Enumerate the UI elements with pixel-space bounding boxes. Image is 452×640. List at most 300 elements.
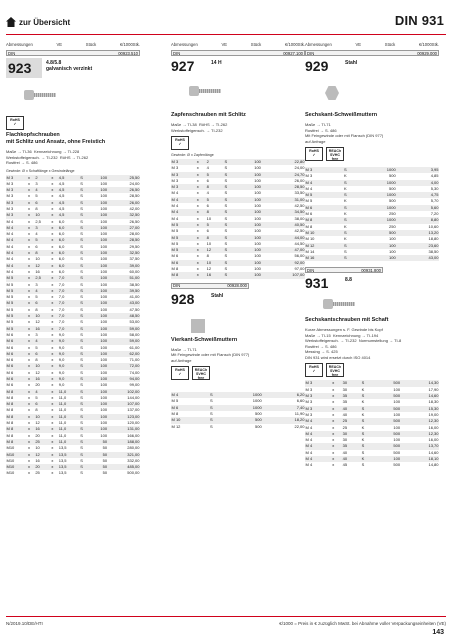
table-cell: 14,60 bbox=[428, 449, 439, 455]
table-cell: S bbox=[224, 222, 236, 228]
rohs-badge: RoHS ✓ bbox=[305, 363, 323, 377]
table-cell: S bbox=[80, 237, 89, 243]
table-cell: 8 bbox=[206, 235, 224, 241]
table-cell: 12 bbox=[35, 319, 40, 325]
table-cell: 107,00 bbox=[261, 272, 305, 278]
table-cell: 9,0 bbox=[58, 338, 80, 344]
table-cell: 4,5 bbox=[58, 205, 65, 211]
table-cell: M 3 bbox=[6, 193, 14, 199]
table-cell: 74,00 bbox=[129, 369, 140, 375]
table-cell: 4 bbox=[35, 389, 51, 395]
rohs-badge: RoHS ✓ bbox=[6, 116, 24, 130]
table-cell: M 4 bbox=[6, 237, 27, 243]
product-specs: Maße → TI-71 Rostfrei → S. 486 Mit Feingewinde oder mit Flansch (DIN 977) auf Anfrage bbox=[305, 122, 384, 144]
table-cell: 59,00 bbox=[108, 338, 140, 344]
table-cell: M 5 bbox=[6, 281, 14, 287]
product-code-bar: DIN 00931.800 bbox=[307, 267, 381, 273]
din-number: 927 bbox=[171, 58, 195, 74]
table-cell: 10 bbox=[206, 260, 224, 266]
table-cell: S bbox=[224, 253, 228, 259]
table-row bbox=[171, 272, 305, 278]
table-cell: x bbox=[196, 172, 206, 178]
table-cell: 9,0 bbox=[58, 382, 65, 388]
table-cell: M 16 bbox=[305, 255, 343, 261]
footer-code: N/2019.10/DE/HTI bbox=[6, 621, 43, 626]
table-cell: M 4 bbox=[305, 462, 313, 468]
table-cell: 500 bbox=[389, 185, 396, 191]
table-cell: K bbox=[361, 456, 374, 462]
table-cell: x bbox=[196, 215, 199, 221]
table-cell: S bbox=[80, 231, 83, 237]
table-cell: S bbox=[209, 398, 213, 404]
table-cell: 11,0 bbox=[58, 432, 67, 438]
table-cell: 8 bbox=[35, 205, 38, 211]
table-cell: 50 bbox=[89, 464, 108, 470]
table-cell: 5 bbox=[206, 197, 224, 203]
table-cell: x bbox=[196, 260, 206, 266]
table-cell: 100 bbox=[89, 187, 108, 193]
din-number: 931 bbox=[305, 275, 329, 292]
table-cell: 1000 bbox=[358, 217, 396, 223]
table-cell: 100 bbox=[100, 420, 108, 426]
table-cell: S bbox=[80, 457, 83, 463]
table-cell: S bbox=[343, 243, 357, 249]
table-cell: M10 bbox=[6, 470, 15, 476]
table-cell: 47,00 bbox=[261, 247, 305, 253]
table-cell: M 4 bbox=[171, 197, 196, 203]
table-cell: M 8 bbox=[6, 401, 27, 407]
table-cell: x bbox=[27, 200, 34, 206]
table-cell: 3 bbox=[35, 331, 38, 337]
table-cell: x bbox=[196, 266, 199, 272]
table-cell: x bbox=[196, 235, 206, 241]
table-cell: 43,00 bbox=[108, 300, 140, 306]
table-cell: x bbox=[332, 406, 342, 412]
table-cell: x bbox=[332, 386, 335, 392]
table-cell: x bbox=[27, 175, 34, 181]
table-row bbox=[171, 424, 305, 430]
table-cell: x bbox=[27, 363, 34, 369]
table-cell: 50 bbox=[102, 470, 108, 476]
table-cell: 7,40 bbox=[262, 405, 305, 411]
table-cell: x bbox=[51, 389, 58, 395]
table-cell: M 5 bbox=[171, 235, 196, 241]
table-cell: 100 bbox=[100, 319, 108, 325]
table-cell: 500 bbox=[393, 462, 401, 468]
table-cell: S bbox=[361, 393, 374, 399]
table-cell: 35 bbox=[342, 443, 361, 449]
table-cell: M 10 bbox=[305, 236, 315, 242]
table-cell: x bbox=[332, 399, 335, 405]
table-cell: S bbox=[224, 165, 228, 171]
table-cell: M 4 bbox=[6, 263, 27, 269]
table-cell: M 4 bbox=[305, 431, 332, 437]
table-cell: 11,0 bbox=[58, 426, 80, 432]
table-cell: x bbox=[51, 205, 54, 211]
table-cell: M 6 bbox=[6, 344, 14, 350]
table-cell: 24,70 bbox=[261, 172, 305, 178]
table-cell: 4 bbox=[206, 165, 209, 171]
table-cell: x bbox=[51, 281, 54, 287]
table-cell: x bbox=[27, 357, 30, 363]
table-cell: S bbox=[80, 275, 89, 281]
table-cell: 4,5 bbox=[58, 180, 65, 186]
table-cell: 8 bbox=[35, 357, 38, 363]
table-cell: x bbox=[27, 369, 30, 375]
table-cell: 13,5 bbox=[58, 464, 80, 470]
table-cell: 100 bbox=[393, 437, 401, 443]
table-cell: 100 bbox=[100, 193, 108, 199]
table-cell: 17,90 bbox=[428, 386, 439, 392]
table-cell: 500 bbox=[358, 230, 396, 236]
table-cell: M 8 bbox=[6, 414, 27, 420]
product-923-section bbox=[6, 42, 140, 477]
table-cell: x bbox=[51, 426, 58, 432]
table-cell: 1000 bbox=[224, 392, 262, 398]
screw-drawing bbox=[171, 78, 305, 108]
table-cell: 16 bbox=[35, 426, 51, 432]
table-cell: 16 bbox=[35, 376, 51, 382]
table-cell: x bbox=[51, 357, 54, 363]
column-headers: Abmessungen VE Stück €/1000Stk. bbox=[305, 42, 439, 47]
table-cell: 10 bbox=[35, 256, 40, 262]
table-cell: S bbox=[80, 300, 89, 306]
table-cell: 6,0 bbox=[58, 256, 65, 262]
table-cell: S bbox=[80, 212, 89, 218]
table-cell: M 3 bbox=[305, 380, 332, 386]
table-cell: x bbox=[27, 294, 30, 300]
product-name: Zapfenschrauben mit Schlitz bbox=[171, 112, 246, 118]
table-cell: S bbox=[80, 250, 89, 256]
table-cell: M 5 bbox=[171, 247, 196, 253]
table-cell: M 3 bbox=[171, 159, 196, 165]
table-cell: 37,50 bbox=[129, 256, 140, 262]
table-cell: M 6 bbox=[6, 331, 14, 337]
table-cell: x bbox=[27, 464, 34, 470]
table-cell: 16 bbox=[206, 272, 224, 278]
table-cell: M 12 bbox=[171, 423, 181, 429]
table-cell: M10 bbox=[6, 452, 27, 458]
table-cell: 13,5 bbox=[58, 445, 67, 451]
table-cell: S bbox=[224, 209, 236, 215]
table-cell: 4,00 bbox=[396, 180, 439, 186]
table-cell: S bbox=[224, 215, 228, 221]
table-cell: x bbox=[196, 222, 206, 228]
table-cell: 500 bbox=[255, 423, 262, 429]
table-cell: K bbox=[361, 411, 365, 417]
table-cell: M 6 bbox=[171, 253, 179, 259]
table-cell: 43,00 bbox=[396, 255, 439, 261]
table-cell: 16 bbox=[35, 457, 40, 463]
table-cell: K bbox=[343, 173, 347, 179]
table-cell: 5 bbox=[35, 193, 38, 199]
table-cell: M 4 bbox=[171, 190, 179, 196]
table-cell: M10 bbox=[6, 457, 15, 463]
table-cell: 100 bbox=[100, 331, 108, 337]
table-cell: 100 bbox=[236, 209, 261, 215]
table-cell: S bbox=[343, 167, 357, 173]
table-cell: S bbox=[80, 193, 83, 199]
table-cell: S bbox=[80, 389, 89, 395]
table-cell: 11,0 bbox=[58, 439, 80, 445]
table-cell: 12 bbox=[35, 263, 51, 269]
table-cell: 5 bbox=[206, 222, 224, 228]
table-cell: x bbox=[27, 414, 34, 420]
table-cell: x bbox=[332, 393, 342, 399]
table-cell: x bbox=[196, 203, 199, 209]
table-cell: 8 bbox=[35, 250, 51, 256]
table-cell: S bbox=[80, 331, 83, 337]
table-cell: 5 bbox=[35, 394, 38, 400]
table-cell: 22,80 bbox=[261, 159, 305, 165]
grade: 4.8/5.8 galvanisch verzinkt bbox=[46, 60, 93, 72]
table-cell: 9,0 bbox=[58, 376, 80, 382]
din-number: 929 bbox=[305, 58, 329, 74]
table-cell: 100 bbox=[100, 306, 108, 312]
table-cell: 123,00 bbox=[108, 414, 140, 420]
table-cell: S bbox=[224, 247, 236, 253]
table-cell: 5 bbox=[35, 344, 38, 350]
table-cell: 12 bbox=[35, 369, 40, 375]
table-cell: 13,5 bbox=[58, 457, 67, 463]
table-cell: 100 bbox=[100, 294, 108, 300]
table-cell: S bbox=[80, 351, 89, 357]
table-cell: 9,0 bbox=[58, 351, 80, 357]
table-cell: x bbox=[27, 407, 30, 413]
table-cell: x bbox=[196, 197, 206, 203]
table-cell: 500 bbox=[374, 418, 401, 424]
table-cell: 13,5 bbox=[58, 470, 67, 476]
table-cell: 9,0 bbox=[58, 331, 65, 337]
table-cell: M 5 bbox=[171, 222, 196, 228]
table-cell: x bbox=[51, 268, 54, 274]
table-cell: 100 bbox=[236, 260, 261, 266]
table-cell: 100 bbox=[358, 255, 396, 261]
table-cell: S bbox=[361, 462, 365, 468]
grade: Stahl bbox=[345, 60, 358, 66]
table-cell: M 4 bbox=[305, 424, 313, 430]
table-cell: M 5 bbox=[305, 198, 313, 204]
table-cell: 16 bbox=[35, 268, 40, 274]
product-specs: Maße → TI-36 Kennzeichnung → TI-228 Werkstoffeigensch. → TI-232 RöHS → TI-262 Rostfrei → S. 486 bbox=[6, 149, 89, 165]
table-cell: M 8 bbox=[6, 426, 27, 432]
top-bar bbox=[0, 0, 452, 34]
table-cell: 100 bbox=[89, 401, 108, 407]
table-cell: 100 bbox=[393, 399, 401, 405]
table-cell: 25 bbox=[35, 439, 51, 445]
table-cell: M 10 bbox=[171, 417, 209, 423]
table-cell: 25,50 bbox=[108, 175, 140, 181]
table-cell: S bbox=[80, 243, 83, 249]
table-cell: S bbox=[343, 255, 357, 261]
table-cell: 61,00 bbox=[129, 344, 140, 350]
table-cell: 9,0 bbox=[58, 344, 65, 350]
table-cell: 100 bbox=[89, 351, 108, 357]
table-cell: x bbox=[51, 319, 54, 325]
table-cell: 100 bbox=[89, 389, 108, 395]
table-cell: 6,0 bbox=[58, 231, 65, 237]
table-cell: 11,0 bbox=[58, 420, 67, 426]
table-cell: M 8 bbox=[171, 272, 196, 278]
table-cell: S bbox=[224, 159, 236, 165]
page-number: 143 bbox=[432, 629, 444, 636]
table-cell: M 6 bbox=[6, 369, 14, 375]
table-cell: 100 bbox=[100, 382, 108, 388]
column-headers: Abmessungen VE Stück €/1000Stk. bbox=[6, 42, 140, 47]
table-cell: x bbox=[332, 380, 342, 386]
table-cell: S bbox=[224, 197, 236, 203]
table-cell: 250 bbox=[389, 223, 396, 229]
table-cell: 100 bbox=[254, 203, 261, 209]
table-row bbox=[305, 462, 439, 468]
table-cell: 12 bbox=[206, 247, 224, 253]
table-cell: 4,5 bbox=[58, 212, 80, 218]
table-cell: M 3 bbox=[6, 212, 27, 218]
table-cell: 107,00 bbox=[108, 401, 140, 407]
table-cell: M 6 bbox=[171, 405, 209, 411]
table-cell: M 6 bbox=[305, 211, 313, 217]
table-cell: 30 bbox=[342, 437, 348, 443]
table-cell: x bbox=[196, 209, 206, 215]
table-cell: 47,50 bbox=[129, 306, 140, 312]
product-name: Sechskantschrauben mit Schaft bbox=[305, 317, 389, 324]
table-cell: M 8 bbox=[305, 217, 343, 223]
table-cell: M 3 bbox=[305, 386, 313, 392]
table-cell: 500 bbox=[389, 198, 396, 204]
table-cell: 6,0 bbox=[58, 218, 65, 224]
table-cell: 24,00 bbox=[129, 180, 140, 186]
table-cell: 50 bbox=[89, 439, 108, 445]
table-cell: x bbox=[27, 338, 34, 344]
table-cell: 100 bbox=[100, 231, 108, 237]
table-cell: 500 bbox=[374, 406, 401, 412]
table-cell: M 5 bbox=[305, 192, 343, 198]
grade: 14 H bbox=[211, 60, 222, 66]
footer-price-note: €/1000 = Preis in € zuzüglich MwSt. bei Abnahme voller Verpackungseinheiten (VE) bbox=[279, 621, 446, 626]
table-cell: 100 bbox=[236, 197, 261, 203]
table-cell: 41,00 bbox=[129, 294, 140, 300]
table-cell: 500 bbox=[374, 380, 401, 386]
table-cell: 48,50 bbox=[108, 313, 140, 319]
table-cell: x bbox=[27, 457, 30, 463]
table-cell: S bbox=[80, 363, 89, 369]
table-cell: 6,0 bbox=[58, 225, 80, 231]
table-cell: S bbox=[224, 235, 236, 241]
table-cell: M 5 bbox=[6, 288, 27, 294]
table-cell: 44,50 bbox=[294, 240, 305, 246]
table-cell: M 3 bbox=[6, 175, 27, 181]
table-cell: 33,50 bbox=[294, 190, 305, 196]
table-cell: x bbox=[332, 462, 335, 468]
table-cell: x bbox=[51, 445, 54, 451]
table-cell: S bbox=[80, 281, 83, 287]
table-cell: x bbox=[27, 306, 30, 312]
table-cell: 100 bbox=[100, 268, 108, 274]
back-label: zur Übersicht bbox=[19, 17, 71, 27]
table-cell: 100 bbox=[89, 326, 108, 332]
table-cell: 30 bbox=[342, 380, 361, 386]
table-cell: x bbox=[27, 205, 30, 211]
table-cell: 131,00 bbox=[108, 426, 140, 432]
table-cell: S bbox=[80, 175, 89, 181]
product-specs: Maße → TI-71 Mit Feingewinde oder mit Flansch (DIN 977) auf Anfrage bbox=[171, 346, 250, 363]
table-cell: S bbox=[80, 376, 89, 382]
screw-drawing bbox=[305, 295, 439, 313]
table-cell: x bbox=[51, 439, 58, 445]
table-cell: S bbox=[343, 180, 357, 186]
table-cell: 11,0 bbox=[58, 407, 67, 413]
table-cell: 62,00 bbox=[108, 351, 140, 357]
table-cell: x bbox=[51, 344, 54, 350]
table-cell: x bbox=[51, 180, 54, 186]
table-cell: S bbox=[343, 230, 357, 236]
table-cell: 7,0 bbox=[58, 300, 80, 306]
table-cell: 7,0 bbox=[58, 313, 80, 319]
table-cell: 4 bbox=[206, 190, 209, 196]
table-cell: 100 bbox=[89, 288, 108, 294]
table-cell: S bbox=[209, 423, 213, 429]
table-cell: x bbox=[27, 420, 30, 426]
table-row bbox=[305, 255, 439, 261]
table-cell: 5,30 bbox=[430, 185, 439, 191]
table-cell: M 4 bbox=[305, 418, 332, 424]
table-cell: 6 bbox=[35, 300, 51, 306]
table-cell: 16,00 bbox=[428, 424, 439, 430]
table-cell: K bbox=[361, 424, 365, 430]
table-cell: 100 bbox=[100, 243, 108, 249]
table-cell: x bbox=[51, 338, 58, 344]
back-link[interactable] bbox=[6, 17, 70, 27]
table-cell: M 3 bbox=[305, 173, 313, 179]
table-cell: S bbox=[80, 407, 83, 413]
table-cell: 97,00 bbox=[294, 266, 305, 272]
table-cell: 100 bbox=[358, 243, 396, 249]
table-cell: x bbox=[27, 300, 34, 306]
table-cell: x bbox=[27, 193, 30, 199]
table-cell: x bbox=[332, 418, 342, 424]
table-cell: M 3 bbox=[171, 177, 179, 183]
table-cell: M 5 bbox=[171, 398, 179, 404]
table-cell: 8 bbox=[206, 184, 224, 190]
table-cell: M 4 bbox=[6, 225, 27, 231]
table-cell: 3 bbox=[35, 225, 51, 231]
table-cell: 100 bbox=[89, 275, 108, 281]
table-cell: x bbox=[27, 250, 34, 256]
table-cell: S bbox=[80, 200, 89, 206]
table-cell: S bbox=[80, 464, 89, 470]
table-cell: x bbox=[51, 225, 58, 231]
table-cell: S bbox=[224, 203, 228, 209]
table-cell: 100 bbox=[236, 272, 261, 278]
table-cell: 31,00 bbox=[261, 197, 305, 203]
table-cell: 144,00 bbox=[127, 394, 140, 400]
table-cell: 7,0 bbox=[58, 306, 65, 312]
table-cell: 4 bbox=[35, 288, 51, 294]
table-cell: 14,30 bbox=[401, 380, 439, 386]
table-cell: x bbox=[27, 180, 30, 186]
table-cell: 500 bbox=[224, 417, 262, 423]
product-specs: Kurze Abmessungen s. F. Gewinde bis Kopf Maße → TI-15 Kennzeichnung → TI-194 Werkstoffeigensch. → TI-232 Normumstellung → TI-8 Rostfrei → S. 486 Messing → S. 425 DIN 931 wird ersetzt durch ISO 4014 bbox=[305, 327, 402, 360]
table-cell: 23,60 bbox=[396, 243, 439, 249]
product-name: Vierkant-Schweißmuttern bbox=[171, 336, 238, 343]
table-cell: M 5 bbox=[171, 240, 179, 246]
table-cell: M 5 bbox=[6, 319, 14, 325]
table-cell: 8 bbox=[206, 253, 209, 259]
table-cell: 100 bbox=[100, 256, 108, 262]
table-cell: 19,00 bbox=[428, 411, 439, 417]
table-cell: x bbox=[51, 193, 54, 199]
table-cell: M 4 bbox=[171, 209, 196, 215]
